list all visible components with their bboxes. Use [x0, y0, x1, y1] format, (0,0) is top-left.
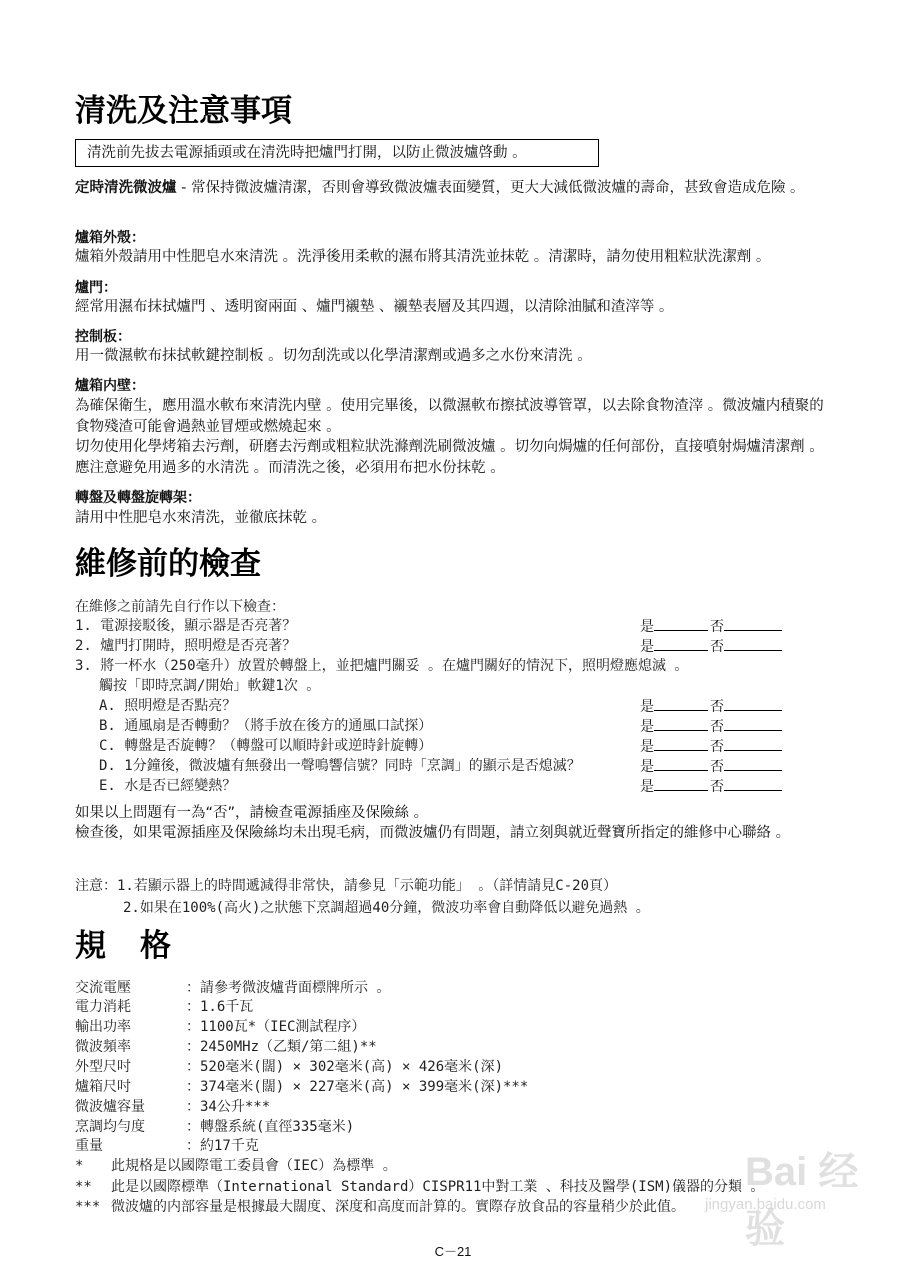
- specs-title: 規格: [75, 928, 205, 964]
- spec-value-uniformity: ：轉盤系統(直徑335毫米): [186, 1119, 355, 1135]
- answer-line-d: [640, 756, 800, 777]
- yes-blank: [654, 756, 708, 771]
- cleaning-lead-text: - 常保持微波爐清潔，否則會導致微波爐表面變質，更大大減低微波爐的壽命，甚致會造成危險 。: [176, 180, 805, 196]
- no-label: 否: [710, 779, 724, 795]
- yes-label: 是: [640, 779, 654, 795]
- footnote-text-2: 此是以國際標準（International Standard）CISPR11中對工業 、科技及醫學(ISM)儀器的分類 。: [111, 1179, 765, 1195]
- yes-blank: [654, 616, 708, 631]
- section-heading-interior: 爐箱内壁：: [75, 378, 145, 394]
- yes-blank: [654, 696, 708, 711]
- section-text-control-panel: 用一微濕軟布抹拭軟鍵控制板 。切勿刮洗或以化學清潔劑或過多之水份來清洗 。: [75, 348, 592, 364]
- answer-line-c: [640, 736, 800, 757]
- cleaning-lead-title: 定時清洗微波爐: [75, 180, 177, 196]
- yes-label: 是: [640, 719, 654, 735]
- check-sub-b: B. 通風扇是否轉動？（將手放在後方的通風口試探）: [99, 718, 433, 734]
- spec-value-capacity: ：34公升***: [186, 1099, 271, 1115]
- no-blank: [724, 776, 782, 791]
- yes-label: 是: [640, 619, 654, 635]
- spec-value-power: ：1.6千瓦: [186, 999, 254, 1015]
- answer-line-2: [640, 636, 800, 657]
- spec-label-uniformity: 烹調均勻度: [75, 1119, 145, 1135]
- spec-label-voltage: 交流電壓: [75, 980, 131, 996]
- no-label: 否: [710, 739, 724, 755]
- yes-label: 是: [640, 759, 654, 775]
- section-heading-turntable: 轉盤及轉盤旋轉架：: [75, 490, 201, 506]
- footnote-mark-3: ***: [75, 1199, 101, 1215]
- check-sub-e: E. 水是否已經變熱？: [99, 778, 237, 794]
- no-label: 否: [710, 639, 724, 655]
- check-sub-a: A. 照明燈是否點亮？: [99, 698, 237, 714]
- spec-label-frequency: 微波頻率: [75, 1039, 131, 1055]
- spec-label-weight: 重量: [75, 1138, 103, 1154]
- spec-label-power: 電力消耗: [75, 999, 131, 1015]
- check-note-2: 2.如果在100%(高火)之狀態下烹調超過40分鐘，微波功率會自動降低以避免過熱 。: [123, 900, 650, 916]
- yes-blank: [654, 716, 708, 731]
- section-text-door: 經常用濕布抹拭爐門 、透明窗兩面 、爐門襯墊 、襯墊表層及其四週，以清除油膩和渣滓等 。: [75, 299, 674, 315]
- no-blank: [724, 716, 782, 731]
- yes-blank: [654, 776, 708, 791]
- check-sub-d: D. 1分鐘後，微波爐有無發出一聲鳴響信號？同時「烹調」的顯示是否熄滅？: [99, 758, 581, 774]
- spec-value-outer-size: ：520毫米(闊) × 302毫米(高) × 426毫米(深): [186, 1059, 504, 1075]
- section-heading-control-panel: 控制板：: [75, 329, 131, 345]
- section-text-interior-warning: 切勿使用化學烤箱去污劑，研磨去污劑或粗粒狀洗滌劑洗刷微波爐 。切勿向焗爐的任何部份，直接噴射焗爐清潔劑 。應注意避免用過多的水清洗 。而清洗之後，必須用布把水份抹乾 。: [75, 439, 824, 476]
- spec-label-output: 輸出功率: [75, 1019, 131, 1035]
- footnote-text-3: 微波爐的内部容量是根據最大闊度、深度和高度而計算的。實際存放食品的容量稍少於此值。: [111, 1199, 685, 1215]
- yes-label: 是: [640, 699, 654, 715]
- footnote-mark-2: **: [75, 1179, 92, 1195]
- watermark-logo-icon: Bai 经验: [745, 1150, 859, 1251]
- no-blank: [724, 736, 782, 751]
- check-item-3-cont: 觸按「即時烹調/開始」軟鍵1次 。: [99, 678, 321, 694]
- cleaning-lead-paragraph: [75, 178, 835, 198]
- section-text-cabinet: 爐箱外殼請用中性肥皂水來清洗 。洗淨後用柔軟的濕布將其清洗並抹乾 。清潔時，請勿使用粗粒狀洗潔劑 。: [75, 249, 771, 265]
- no-blank: [724, 696, 782, 711]
- no-label: 否: [710, 619, 724, 635]
- no-blank: [724, 756, 782, 771]
- footnote-text-1: 此規格是以國際電工委員會（IEC）為標準 。: [111, 1158, 397, 1174]
- spec-value-output: ：1100瓦*（IEC測試程序）: [186, 1019, 366, 1035]
- watermark: [700, 1140, 870, 1251]
- no-label: 否: [710, 719, 724, 735]
- answer-line-b: [640, 716, 800, 737]
- section-heading-door: 爐門：: [75, 280, 117, 296]
- section-text-interior: 為確保衛生，應用溫水軟布來清洗内壁 。使用完畢後，以微濕軟布擦拭波導管罩，以去除食物渣滓 。微波爐内積聚的食物殘渣可能會過熱並冒煙或燃燒起來 。: [75, 398, 824, 435]
- spec-value-voltage: ：請參考微波爐背面標牌所示 。: [186, 980, 391, 996]
- check-item-2: 2. 爐門打開時，照明燈是否亮著？: [75, 638, 297, 654]
- yes-blank: [654, 636, 708, 651]
- footnote-mark-1: *: [75, 1158, 84, 1174]
- no-blank: [724, 616, 782, 631]
- check-intro: 在維修之前請先自行作以下檢查：: [75, 599, 285, 615]
- spec-label-cavity-size: 爐箱尺吋: [75, 1079, 131, 1095]
- spec-value-frequency: ：2450MHz（乙類/第二組)**: [186, 1039, 377, 1055]
- no-blank: [724, 636, 782, 651]
- check-title: 維修前的檢查: [75, 546, 261, 582]
- spec-label-outer-size: 外型尺吋: [75, 1059, 131, 1075]
- watermark-url: jingyan.baidu.com: [705, 1196, 826, 1213]
- answer-line-1: [640, 616, 800, 637]
- check-item-3: 3. 將一杯水（250毫升）放置於轉盤上，並把爐門關妥 。在爐門關好的情況下，照明燈應熄滅 。: [75, 658, 689, 674]
- yes-label: 是: [640, 639, 654, 655]
- answer-line-e: [640, 776, 800, 797]
- section-heading-cabinet: 爐箱外殼：: [75, 230, 145, 246]
- no-label: 否: [710, 699, 724, 715]
- check-item-1: 1. 電源接駁後，顯示器是否亮著？: [75, 618, 297, 634]
- check-sub-c: C. 轉盤是否旋轉？（轉盤可以順時針或逆時針旋轉）: [99, 738, 433, 754]
- check-after-1: 如果以上問題有一為“否”，請檢查電源插座及保險絲 。: [75, 805, 429, 821]
- spec-label-capacity: 微波爐容量: [75, 1099, 145, 1115]
- cleaning-notice-box: 清洗前先拔去電源插頭或在清洗時把爐門打開，以防止微波爐啓動 。: [75, 139, 599, 167]
- no-label: 否: [710, 759, 724, 775]
- section-text-turntable: 請用中性肥皂水來清洗，並徹底抹乾 。: [75, 510, 327, 526]
- page-number: C－21: [434, 1244, 472, 1259]
- spec-value-cavity-size: ：374毫米(闊) × 227毫米(高) × 399毫米(深)***: [186, 1079, 529, 1095]
- check-note-1: 注意：1.若顯示器上的時間遞減得非常快，請參見「示範功能」 。（詳情請見C-20頁）: [75, 878, 617, 894]
- cleaning-title: 清洗及注意事項: [75, 93, 292, 129]
- yes-label: 是: [640, 739, 654, 755]
- yes-blank: [654, 736, 708, 751]
- spec-value-weight: ：約17千克: [186, 1138, 259, 1154]
- answer-line-a: [640, 696, 800, 717]
- check-after-2: 檢查後，如果電源插座及保險絲均未出現毛病，而微波爐仍有問題，請立刻與就近聲寶所指定的維修中心聯絡 。: [75, 825, 791, 841]
